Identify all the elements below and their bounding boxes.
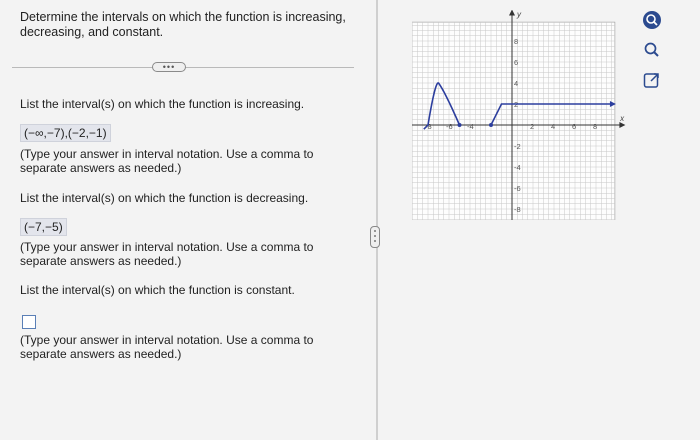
y-tick-label: 8 <box>514 37 519 46</box>
question-title: Determine the intervals on which the function is increasing, decreasing, and constant. <box>20 10 346 39</box>
constant-answer-input[interactable] <box>22 315 36 329</box>
resize-handle[interactable] <box>370 226 380 248</box>
x-tick-label: 4 <box>551 122 556 131</box>
curve-point <box>458 123 462 127</box>
y-tick-label: -4 <box>514 163 521 172</box>
graph-tools <box>640 8 664 98</box>
y-tick-label: 6 <box>514 58 519 67</box>
curve-point <box>489 123 493 127</box>
x-tick-label: 8 <box>593 122 598 131</box>
y-axis-arrow <box>509 10 515 16</box>
x-tick-label: -6 <box>446 122 453 131</box>
constant-prompt: List the interval(s) on which the function is constant. <box>20 283 295 297</box>
y-tick-label: -6 <box>514 184 521 193</box>
decreasing-hint: (Type your answer in interval notation. Use a comma to separate answers as needed.) <box>20 240 314 268</box>
constant-hint: (Type your answer in interval notation. Use a comma to separate answers as needed.) <box>20 333 314 361</box>
y-tick-label: -2 <box>514 142 521 151</box>
x-tick-label: -4 <box>467 122 474 131</box>
y-tick-label: 4 <box>514 79 519 88</box>
decreasing-answer[interactable]: (−7,−5) <box>20 218 67 236</box>
x-tick-label: -8 <box>425 122 432 131</box>
increasing-hint: (Type your answer in interval notation. Use a comma to separate answers as needed.) <box>20 147 314 175</box>
y-tick-label: -8 <box>514 205 521 214</box>
increasing-answer[interactable]: (−∞,−7),(−2,−1) <box>20 124 111 142</box>
x-tick-label: 6 <box>572 122 577 131</box>
increasing-prompt: List the interval(s) on which the function is increasing. <box>20 97 305 111</box>
y-axis-label: y <box>517 10 521 19</box>
open-external-icon[interactable] <box>640 68 664 92</box>
graph-svg <box>412 10 637 220</box>
x-axis-label: x <box>620 114 625 123</box>
decreasing-prompt: List the interval(s) on which the function is decreasing. <box>20 191 309 205</box>
function-graph <box>412 10 637 225</box>
zoom-out-icon[interactable] <box>640 38 664 62</box>
expand-button[interactable]: ••• <box>152 62 186 72</box>
x-tick-label: 2 <box>530 122 535 131</box>
panel-divider <box>376 0 378 440</box>
zoom-in-icon[interactable] <box>640 8 664 32</box>
y-tick-label: 2 <box>514 100 519 109</box>
